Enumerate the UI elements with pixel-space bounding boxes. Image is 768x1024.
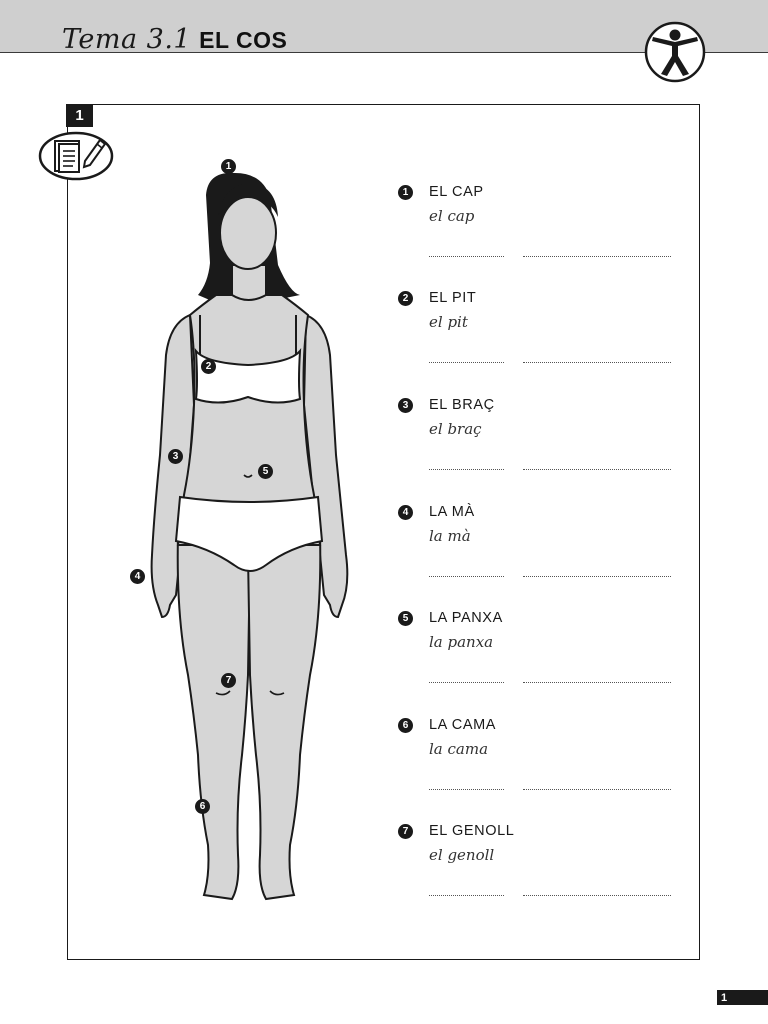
vocab-number: 3 — [398, 398, 413, 413]
figure-marker-3: 3 — [168, 449, 183, 464]
vocab-label: EL CAP — [429, 184, 484, 200]
vocab-item-brac — [398, 393, 688, 493]
vocab-script: el pit — [429, 313, 468, 331]
answer-line-short[interactable] — [429, 576, 504, 577]
vocab-number: 5 — [398, 611, 413, 626]
vocab-item-genoll — [398, 819, 688, 919]
answer-line-short[interactable] — [429, 256, 504, 257]
answer-line-short[interactable] — [429, 469, 504, 470]
vocab-item-ma — [398, 500, 688, 600]
vocab-label: LA PANXA — [429, 610, 503, 626]
answer-line-long[interactable] — [523, 576, 671, 577]
vocab-script: el braç — [429, 420, 482, 438]
vocab-label: EL GENOLL — [429, 823, 515, 839]
vocab-label: LA CAMA — [429, 717, 497, 733]
writing-notebook-icon — [38, 128, 116, 182]
tema-label: Tema 3.1 — [62, 24, 192, 55]
vocab-number: 2 — [398, 291, 413, 306]
figure-marker-6: 6 — [195, 799, 210, 814]
vocab-item-cap — [398, 180, 688, 280]
vocab-item-panxa — [398, 606, 688, 706]
page-number: 1 — [721, 991, 728, 1004]
answer-line-short[interactable] — [429, 895, 504, 896]
answer-line-long[interactable] — [523, 895, 671, 896]
vocab-number: 4 — [398, 505, 413, 520]
body-figure — [120, 155, 380, 915]
answer-line-long[interactable] — [523, 256, 671, 257]
vocab-label: EL PIT — [429, 290, 477, 306]
vocab-number: 6 — [398, 718, 413, 733]
page-title — [62, 24, 287, 56]
vocab-script: la panxa — [429, 633, 494, 651]
vocab-item-pit — [398, 286, 688, 386]
exercise-number: 1 — [66, 104, 93, 127]
figure-marker-4: 4 — [130, 569, 145, 584]
vocab-script: el cap — [429, 207, 475, 225]
topic-title: EL COS — [199, 27, 288, 53]
vocab-item-cama — [398, 713, 688, 813]
answer-line-short[interactable] — [429, 682, 504, 683]
answer-line-short[interactable] — [429, 362, 504, 363]
page-number-tab — [717, 990, 768, 1005]
figure-marker-2: 2 — [201, 359, 216, 374]
figure-marker-7: 7 — [221, 673, 236, 688]
vocab-script: la cama — [429, 740, 489, 758]
vocab-label: EL BRAÇ — [429, 397, 495, 413]
person-star-icon — [643, 20, 707, 84]
figure-marker-5: 5 — [258, 464, 273, 479]
vocab-script: el genoll — [429, 846, 495, 864]
answer-line-long[interactable] — [523, 469, 671, 470]
answer-line-long[interactable] — [523, 682, 671, 683]
answer-line-long[interactable] — [523, 789, 671, 790]
vocab-number: 1 — [398, 185, 413, 200]
answer-line-long[interactable] — [523, 362, 671, 363]
vocab-label: LA MÀ — [429, 504, 475, 520]
figure-marker-1: 1 — [221, 159, 236, 174]
vocab-script: la mà — [429, 527, 471, 545]
vocab-number: 7 — [398, 824, 413, 839]
answer-line-short[interactable] — [429, 789, 504, 790]
